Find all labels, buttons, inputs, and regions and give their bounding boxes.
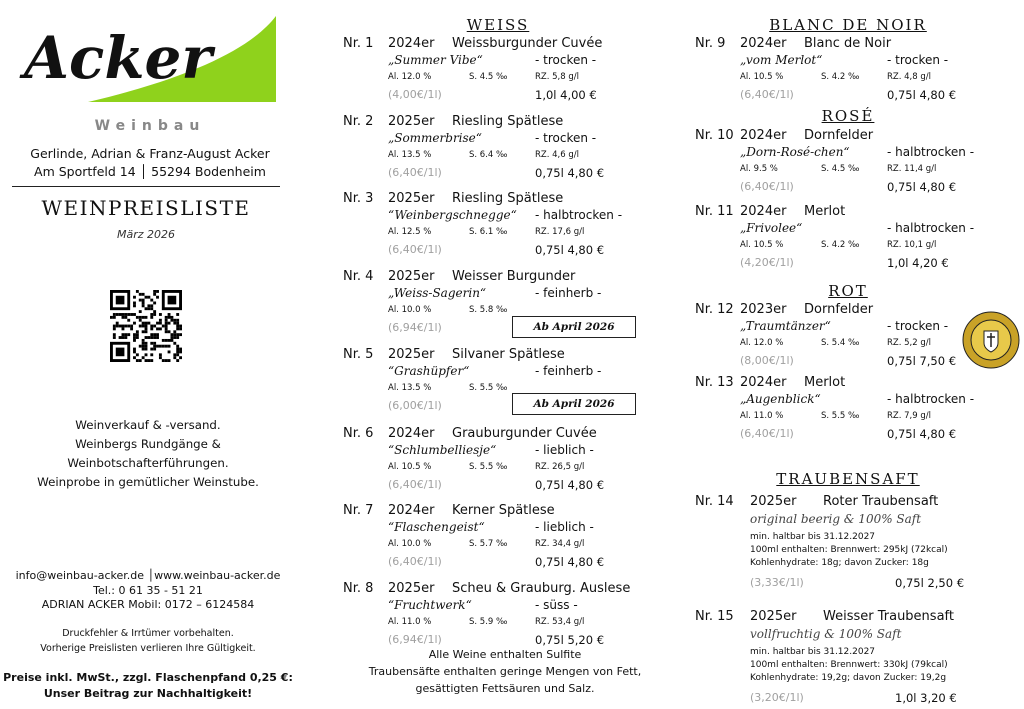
wine-price-per-liter: (6,94€/1l) (388, 633, 442, 646)
wine-name: Scheu & Grauburg. Auslese (452, 581, 631, 596)
wine-number: Nr. 1 (343, 36, 374, 51)
juice-year: 2025er (750, 494, 797, 509)
weinbau-subtitle: Weinbau (94, 118, 206, 134)
wine-alcohol: Al. 10.0 % (388, 539, 432, 549)
wine-name: Kerner Spätlese (452, 503, 555, 518)
wine-alcohol: Al. 11.0 % (388, 617, 432, 627)
wine-price-per-liter: (6,40€/1l) (740, 427, 794, 440)
wine-residual-sugar: RZ. 7,9 g/l (887, 411, 931, 421)
wine-acidity: S. 5.4 ‰ (821, 338, 860, 348)
juice-info-line: 100ml enthalten: Brennwert: 330kJ (79kcal) (750, 660, 948, 670)
wine-alcohol: Al. 10.5 % (740, 72, 784, 82)
wine-fantasy-name: “Flaschengeist“ (388, 520, 485, 534)
wine-acidity: S. 5.5 ‰ (469, 462, 508, 472)
wine-name: Merlot (804, 204, 846, 219)
wine-year: 2024er (740, 128, 787, 143)
wine-entry (695, 36, 995, 116)
wine-year: 2023er (740, 302, 787, 317)
wine-taste: - halbtrocken - (887, 145, 975, 159)
wine-taste: - süss - (535, 598, 578, 612)
wine-residual-sugar: RZ. 26,5 g/l (535, 462, 585, 472)
address: Am Sportfeld 14 │ 55294 Bodenheim (34, 164, 266, 179)
wine-acidity: S. 6.4 ‰ (469, 150, 508, 160)
juice-tagline: vollfruchtig & 100% Saft (750, 627, 902, 641)
juice-info-line: min. haltbar bis 31.12.2027 (750, 647, 876, 657)
wine-taste: - trocken - (887, 53, 949, 67)
wine-name: Dornfelder (804, 128, 874, 143)
contact-phone[interactable]: Tel.: 0 61 35 - 51 21 (93, 584, 203, 597)
note-line: Druckfehler & Irrtümer vorbehalten. (62, 628, 234, 639)
wine-entry (343, 503, 643, 583)
wine-volume-price: 0,75l 4,80 € (535, 166, 605, 180)
wine-price-per-liter: (6,40€/1l) (388, 555, 442, 568)
wine-number: Nr. 11 (695, 204, 734, 219)
wine-fantasy-name: „Weiss-Sagerin“ (388, 286, 487, 300)
wine-volume-price: 0,75l 4,80 € (535, 243, 605, 257)
wine-year: 2025er (388, 269, 435, 284)
wine-residual-sugar: RZ. 5,8 g/l (535, 72, 579, 82)
wine-taste: - lieblich - (535, 520, 594, 534)
wine-entry (695, 375, 995, 455)
logo-text: Acker (24, 24, 212, 92)
section-traubensaft: TRAUBENSAFT (776, 470, 920, 488)
wine-taste: - feinherb - (535, 364, 602, 378)
page-title: WEINPREISLISTE (41, 196, 251, 220)
wine-acidity: S. 6.1 ‰ (469, 227, 508, 237)
wine-volume-price: 0,75l 4,80 € (535, 478, 605, 492)
juice-price-per-liter: (3,33€/1l) (750, 576, 804, 589)
wine-entry (695, 302, 995, 382)
wine-volume-price: 1,0l 4,00 € (535, 88, 597, 102)
service-line: Weinprobe in gemütlicher Weinstube. (37, 475, 259, 489)
wine-number: Nr. 13 (695, 375, 734, 390)
wine-name: Weisser Burgunder (452, 269, 576, 284)
award-seal-icon (962, 311, 1020, 369)
wine-taste: - lieblich - (535, 443, 594, 457)
deposit-line: Unser Beitrag zur Nachhaltigkeit! (43, 687, 253, 700)
footnote-line: Traubensäfte enthalten geringe Mengen von Fett, (368, 665, 642, 678)
contact-mobile[interactable]: ADRIAN ACKER Mobil: 0172 – 6124584 (41, 598, 255, 611)
juice-info-line: Kohlenhydrate: 18g; davon Zucker: 18g (750, 558, 929, 568)
juice-price-per-liter: (3,20€/1l) (750, 691, 804, 704)
section-rot: ROT (828, 282, 868, 300)
footnote-line: gesättigten Fettsäuren und Salz. (415, 682, 595, 695)
wine-acidity: S. 5.8 ‰ (469, 305, 508, 315)
wine-acidity: S. 5.7 ‰ (469, 539, 508, 549)
juice-tagline: original beerig & 100% Saft (750, 512, 922, 526)
section-weiss: WEISS (466, 16, 530, 34)
juice-volume-price: 0,75l 2,50 € (895, 576, 965, 590)
wine-volume-price: 0,75l 4,80 € (887, 88, 957, 102)
wine-number: Nr. 10 (695, 128, 734, 143)
wine-year: 2024er (388, 426, 435, 441)
wine-number: Nr. 5 (343, 347, 374, 362)
wine-price-per-liter: (6,94€/1l) (388, 321, 442, 334)
wine-alcohol: Al. 9.5 % (740, 164, 778, 174)
wine-acidity: S. 4.2 ‰ (821, 240, 860, 250)
wine-year: 2024er (740, 375, 787, 390)
juice-name: Weisser Traubensaft (823, 609, 954, 624)
wine-year: 2025er (388, 191, 435, 206)
wine-alcohol: Al. 10.5 % (740, 240, 784, 250)
wine-name: Dornfelder (804, 302, 874, 317)
wine-taste: - feinherb - (535, 286, 602, 300)
juice-name: Roter Traubensaft (823, 494, 939, 509)
wine-alcohol: Al. 10.5 % (388, 462, 432, 472)
wine-alcohol: Al. 11.0 % (740, 411, 784, 421)
wine-alcohol: Al. 10.0 % (388, 305, 432, 315)
deposit-note (0, 670, 296, 702)
wine-entry (343, 426, 643, 506)
services-list (10, 416, 286, 492)
wine-volume-price: 0,75l 5,20 € (535, 633, 605, 647)
acker-logo (18, 16, 276, 104)
wine-fantasy-name: “Fruchtwerk“ (388, 598, 472, 612)
wine-price-per-liter: (6,40€/1l) (388, 478, 442, 491)
wine-residual-sugar: RZ. 10,1 g/l (887, 240, 937, 250)
wine-fantasy-name: „Augenblick“ (740, 392, 821, 406)
juice-info-line: 100ml enthalten: Brennwert: 295kJ (72kcal) (750, 545, 948, 555)
wine-entry (695, 128, 995, 208)
wine-residual-sugar: RZ. 5,2 g/l (887, 338, 931, 348)
service-line: Weinbergs Rundgänge & (75, 437, 221, 451)
wine-fantasy-name: „Sommerbrise“ (388, 131, 482, 145)
wine-price-per-liter: (4,00€/1l) (388, 88, 442, 101)
wine-volume-price: 0,75l 4,80 € (887, 427, 957, 441)
wine-fantasy-name: „Traumtänzer“ (740, 319, 831, 333)
juice-number: Nr. 15 (695, 609, 734, 624)
wine-price-per-liter: (6,00€/1l) (388, 399, 442, 412)
service-line: Weinverkauf & -versand. (75, 418, 221, 432)
wine-alcohol: Al. 12.0 % (740, 338, 784, 348)
wine-residual-sugar: RZ. 11,4 g/l (887, 164, 937, 174)
divider (12, 186, 280, 187)
wine-entry (343, 36, 643, 116)
wine-alcohol: Al. 12.5 % (388, 227, 432, 237)
footnote (355, 646, 655, 697)
section-rose: ROSÉ (821, 107, 875, 125)
juice-year: 2025er (750, 609, 797, 624)
wine-alcohol: Al. 12.0 % (388, 72, 432, 82)
wine-price-per-liter: (8,00€/1l) (740, 354, 794, 367)
wine-fantasy-name: “Weinbergschnegge“ (388, 208, 517, 222)
wine-number: Nr. 8 (343, 581, 374, 596)
wine-name: Grauburgunder Cuvée (452, 426, 597, 441)
wine-entry (343, 191, 643, 271)
wine-acidity: S. 4.5 ‰ (469, 72, 508, 82)
wine-number: Nr. 3 (343, 191, 374, 206)
wine-price-per-liter: (6,40€/1l) (740, 180, 794, 193)
wine-number: Nr. 6 (343, 426, 374, 441)
wine-name: Silvaner Spätlese (452, 347, 565, 362)
wine-number: Nr. 9 (695, 36, 726, 51)
wine-alcohol: Al. 13.5 % (388, 383, 432, 393)
disclaimer-notes (0, 626, 296, 656)
footnote-line: Alle Weine enthalten Sulfite (428, 648, 582, 661)
wine-year: 2025er (388, 347, 435, 362)
wine-price-per-liter: (6,40€/1l) (388, 243, 442, 256)
wine-taste: - trocken - (535, 131, 597, 145)
owner-names: Gerlinde, Adrian & Franz-August Acker (30, 146, 270, 161)
juice-number: Nr. 14 (695, 494, 734, 509)
wine-fantasy-name: „vom Merlot“ (740, 53, 823, 67)
wine-year: 2024er (740, 36, 787, 51)
wine-residual-sugar: RZ. 4,8 g/l (887, 72, 931, 82)
wine-number: Nr. 4 (343, 269, 374, 284)
wine-volume-price: 0,75l 4,80 € (887, 180, 957, 194)
wine-year: 2024er (388, 36, 435, 51)
wine-volume-price: 0,75l 4,80 € (535, 555, 605, 569)
wine-fantasy-name: „Dorn-Rosé-chen“ (740, 145, 850, 159)
wine-entry (343, 114, 643, 194)
wine-taste: - trocken - (887, 319, 949, 333)
wine-price-per-liter: (6,40€/1l) (388, 166, 442, 179)
wine-acidity: S. 5.5 ‰ (469, 383, 508, 393)
contact-email-web[interactable]: info@weinbau-acker.de │www.weinbau-acker.de (15, 569, 281, 582)
wine-acidity: S. 5.9 ‰ (469, 617, 508, 627)
wine-entry (695, 204, 995, 284)
wine-taste: - halbtrocken - (535, 208, 623, 222)
wine-fantasy-name: „Summer Vibe“ (388, 53, 483, 67)
wine-price-per-liter: (6,40€/1l) (740, 88, 794, 101)
wine-entry (343, 347, 643, 427)
wine-price-per-liter: (4,20€/1l) (740, 256, 794, 269)
wine-acidity: S. 4.2 ‰ (821, 72, 860, 82)
wine-volume-price: 1,0l 4,20 € (887, 256, 949, 270)
wine-year: 2024er (388, 503, 435, 518)
wine-acidity: S. 4.5 ‰ (821, 164, 860, 174)
wine-residual-sugar: RZ. 4,6 g/l (535, 150, 579, 160)
wine-name: Riesling Spätlese (452, 114, 564, 129)
juice-info-line: Kohlenhydrate: 19,2g; davon Zucker: 19,2g (750, 673, 947, 683)
wine-year: 2025er (388, 114, 435, 129)
note-line: Vorherige Preislisten verlieren Ihre Gültigkeit. (40, 643, 256, 654)
wine-volume-price: 0,75l 7,50 € (887, 354, 957, 368)
wine-taste: - halbtrocken - (887, 221, 975, 235)
wine-name: Blanc de Noir (804, 36, 892, 51)
wine-acidity: S. 5.5 ‰ (821, 411, 860, 421)
wine-name: Merlot (804, 375, 846, 390)
wine-name: Weissburgunder Cuvée (452, 36, 603, 51)
wine-fantasy-name: “Grashüpfer“ (388, 364, 470, 378)
wine-number: Nr. 12 (695, 302, 734, 317)
wine-name: Riesling Spätlese (452, 191, 564, 206)
wine-fantasy-name: „Frivolee“ (740, 221, 803, 235)
juice-volume-price: 1,0l 3,20 € (895, 691, 957, 705)
wine-year: 2025er (388, 581, 435, 596)
wine-number: Nr. 7 (343, 503, 374, 518)
wine-taste: - halbtrocken - (887, 392, 975, 406)
wine-year: 2024er (740, 204, 787, 219)
availability-stamp: Ab April 2026 (512, 393, 636, 415)
price-list-date: März 2026 (116, 228, 176, 241)
qr-code[interactable] (110, 290, 182, 362)
juice-info-line: min. haltbar bis 31.12.2027 (750, 532, 876, 542)
wine-fantasy-name: “Schlumbelliesje“ (388, 443, 497, 457)
wine-number: Nr. 2 (343, 114, 374, 129)
wine-alcohol: Al. 13.5 % (388, 150, 432, 160)
wine-taste: - trocken - (535, 53, 597, 67)
wine-residual-sugar: RZ. 17,6 g/l (535, 227, 585, 237)
availability-stamp: Ab April 2026 (512, 316, 636, 338)
wine-residual-sugar: RZ. 53,4 g/l (535, 617, 585, 627)
service-line: Weinbotschafterführungen. (67, 456, 229, 470)
section-blanc-de-noir: BLANC DE NOIR (769, 16, 927, 34)
wine-residual-sugar: RZ. 34,4 g/l (535, 539, 585, 549)
deposit-line: Preise inkl. MwSt., zzgl. Flaschenpfand 0,25 €: (3, 671, 293, 684)
